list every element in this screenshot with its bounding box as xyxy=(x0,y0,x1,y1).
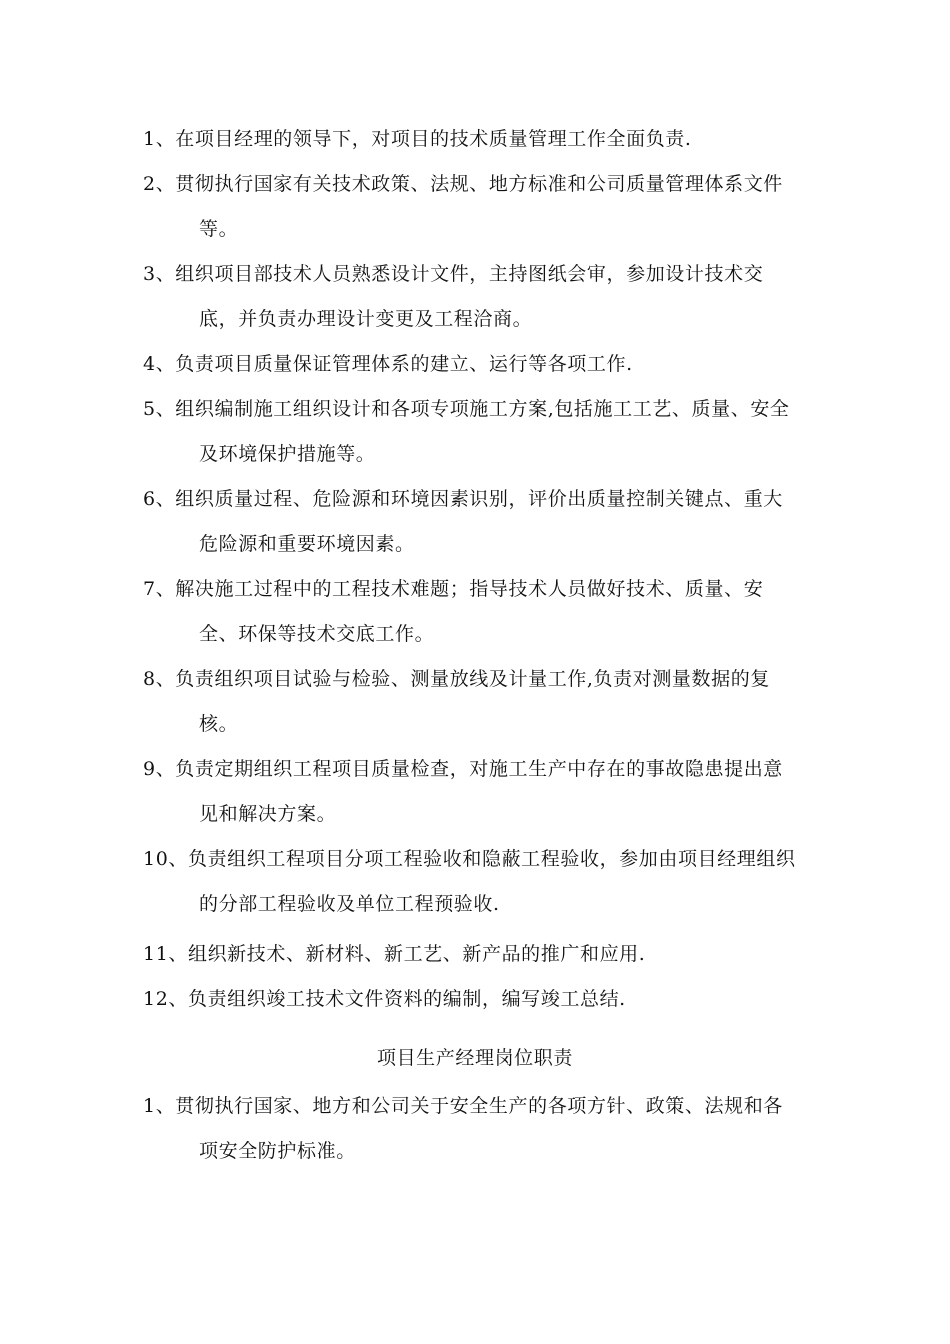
s1-item5-line1: 5、组织编制施工组织设计和各项专项施工方案,包括施工工艺、质量、安全 xyxy=(143,398,790,420)
s1-item9-line2: 见和解决方案。 xyxy=(199,803,337,825)
s1-item12-line1: 12、负责组织竣工技术文件资料的编制，编写竣工总结. xyxy=(143,988,626,1010)
s1-item6-line2: 危险源和重要环境因素。 xyxy=(199,533,415,555)
s2-item1-line2: 项安全防护标准。 xyxy=(199,1140,356,1162)
s1-item9-line1: 9、负责定期组织工程项目质量检查，对施工生产中存在的事故隐患提出意 xyxy=(143,758,783,780)
s1-item8-line2: 核。 xyxy=(199,713,239,735)
s1-item2-line1: 2、贯彻执行国家有关技术政策、法规、地方标准和公司质量管理体系文件 xyxy=(143,173,783,195)
s1-item4-line1: 4、负责项目质量保证管理体系的建立、运行等各项工作. xyxy=(143,353,633,375)
s1-item10-line2: 的分部工程验收及单位工程预验收. xyxy=(199,893,500,915)
s1-item1-line1: 1、在项目经理的领导下，对项目的技术质量管理工作全面负责. xyxy=(143,128,692,150)
s1-item5-line2: 及环境保护措施等。 xyxy=(199,443,376,465)
s2-item1-line1: 1、贯彻执行国家、地方和公司关于安全生产的各项方针、政策、法规和各 xyxy=(143,1095,783,1117)
s1-item10-line1: 10、负责组织工程项目分项工程验收和隐蔽工程验收，参加由项目经理组织 xyxy=(143,848,796,870)
s1-item2-line2: 等。 xyxy=(199,218,239,240)
s1-item7-line2: 全、环保等技术交底工作。 xyxy=(199,623,435,645)
s1-item8-line1: 8、负责组织项目试验与检验、测量放线及计量工作,负责对测量数据的复 xyxy=(143,668,770,690)
s1-item6-line1: 6、组织质量过程、危险源和环境因素识别，评价出质量控制关键点、重大 xyxy=(143,488,783,510)
section-title: 项目生产经理岗位职责 xyxy=(376,1047,573,1069)
s1-item3-line2: 底，并负责办理设计变更及工程洽商。 xyxy=(199,308,533,330)
s1-item11-line1: 11、组织新技术、新材料、新工艺、新产品的推广和应用. xyxy=(143,943,646,965)
s1-item3-line1: 3、组织项目部技术人员熟悉设计文件，主持图纸会审，参加设计技术交 xyxy=(143,263,764,285)
s1-item7-line1: 7、解决施工过程中的工程技术难题；指导技术人员做好技术、质量、安 xyxy=(143,578,764,600)
